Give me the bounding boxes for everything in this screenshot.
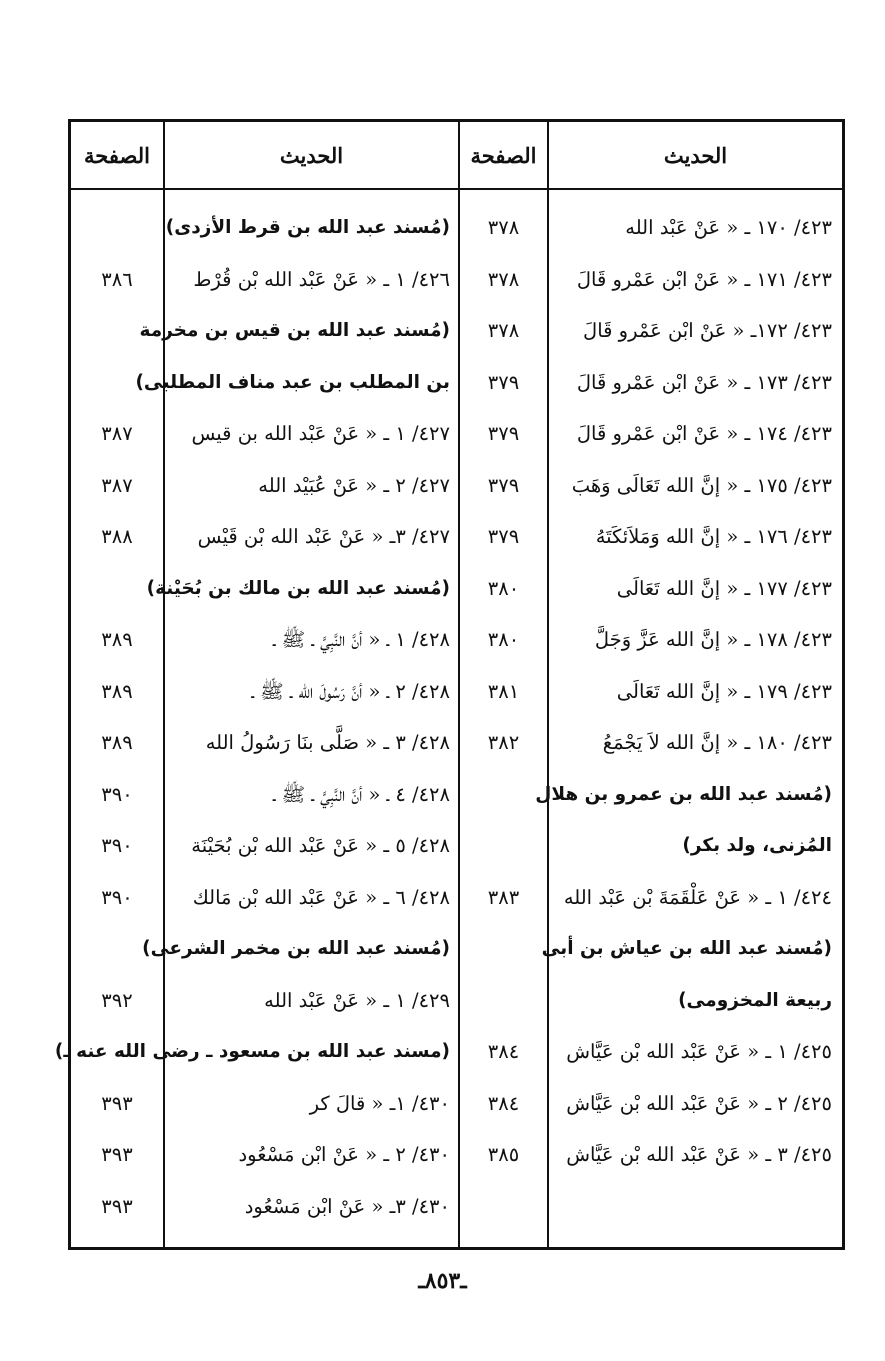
page-ref: ٣٩٠ xyxy=(101,782,133,806)
hadith-entry: ٤٢٣/ ١٧٧ ـ « إنَّ الله تَعَالَى xyxy=(616,576,832,600)
musnad-heading: (مُسند عبد الله بن مالك بن بُحَيْنة) xyxy=(146,577,450,599)
page-number: ـ٨٥٣ـ xyxy=(418,1268,467,1294)
hadith-entry: ٤٢٣/ ١٧٨ ـ « إنَّ الله عَزَّ وَجَلَّ xyxy=(594,628,832,651)
hadith-entry: ٤٢٤/ ١ ـ « عَنْ عَلْقَمَةَ بْن عَبْد الله xyxy=(563,885,832,909)
musnad-heading: (مُسند عبد الله بن قيس بن مخرمة xyxy=(139,320,450,341)
page-ref xyxy=(71,923,163,975)
hadith-entry: ٤٢٧/ ٢ ـ « عَنْ عُبَيْد الله xyxy=(258,473,450,497)
page-ref: ٣٩٠ xyxy=(101,885,133,909)
page-ref: ٣٨٧ xyxy=(101,422,133,445)
hadith-entry: ٤٣٠/ ١ـ « قالَ كر xyxy=(309,1091,450,1115)
musnad-heading: (مُسند عبد الله بن عمرو بن هلال xyxy=(535,783,832,805)
hadith-entry: ٤٢٣/ ١٧٦ ـ « إنَّ الله وَمَلاَئكَتَهُ xyxy=(595,525,832,548)
hadith-entry: ٤٢٧/ ٣ـ « عَنْ عَبْد الله بْن قَيْس xyxy=(197,525,450,548)
musnad-heading: المُزنى، ولد بكر) xyxy=(682,835,832,856)
page-ref: ٣٩٣ xyxy=(101,1194,133,1218)
hadith-entry: ٤٢٣/ ١٨٠ ـ « إنَّ الله لاَ يَجْمَعُ xyxy=(602,731,832,754)
page-ref xyxy=(71,357,163,409)
page-ref xyxy=(460,923,547,975)
hadith-entry: ٤٢٥/ ٢ ـ « عَنْ عَبْد الله بْن عَيَّاش xyxy=(566,1091,832,1115)
right-page-column xyxy=(460,202,547,1181)
page-ref: ٣٧٨ xyxy=(487,319,520,342)
page-ref: ٣٨٦ xyxy=(101,267,133,291)
page-ref: ٣٧٩ xyxy=(487,473,520,497)
page-ref: ٣٨٢ xyxy=(487,731,520,754)
hadith-entry: ٤٢٣/ ١٧٠ ـ « عَنْ عَبْد الله xyxy=(625,216,832,239)
header-hadith-left: الحديث xyxy=(279,143,344,168)
right-hadith-column xyxy=(535,202,832,1181)
hadith-entry: ٤٢٧/ ١ ـ « عَنْ عَبْد الله بن قيس xyxy=(191,422,450,445)
page-ref: ٣٧٩ xyxy=(487,422,520,445)
musnad-heading: (مُسند عبد الله بن عياش بن أبى xyxy=(541,938,832,959)
hadith-entry: ٤٢٣/ ١٧٩ ـ « إنَّ الله تَعَالَى xyxy=(616,679,832,703)
page-ref: ٣٧٩ xyxy=(487,525,520,548)
header-hadith-right: الحديث xyxy=(663,143,728,168)
page-ref: ٣٩٢ xyxy=(101,988,133,1012)
hadith-entry: ٤٢٨/ ١ ـ « أنَّ النَّبِيَّ ـ ﷺ ـ xyxy=(273,628,450,651)
page-ref: ٣٨٠ xyxy=(487,628,520,651)
hadith-entry: ٤٢٣/ ١٧٥ ـ « إنَّ الله تَعَالَى وَهَبَ xyxy=(571,473,832,497)
page-ref xyxy=(460,769,547,821)
hadith-entry: ٤٢٨/ ٣ ـ « صَلَّى بنَا رَسُولُ الله xyxy=(205,731,450,754)
hadith-entry: ٤٢٥/ ٣ ـ « عَنْ عَبْد الله بْن عَيَّاش xyxy=(566,1143,832,1166)
page-ref: ٣٨٧ xyxy=(101,473,133,497)
hadith-entry: ٤٣٠/ ٢ ـ « عَنْ ابْن مَسْعُود xyxy=(238,1143,450,1166)
musnad-heading: ربيعة المخزومى) xyxy=(678,989,832,1011)
hadith-entry: ٤٢٩/ ١ ـ « عَنْ عَبْد الله xyxy=(264,988,450,1012)
page-ref: ٣٨٣ xyxy=(487,885,520,909)
page-ref: ٣٨١ xyxy=(487,679,520,703)
page-ref xyxy=(71,563,163,615)
page-ref: ٣٧٨ xyxy=(487,216,520,239)
page-ref xyxy=(71,202,163,254)
musnad-heading: (مُسند عبد الله بن مخمر الشرعى) xyxy=(142,938,450,959)
hadith-entry: ٤٢٥/ ١ ـ « عَنْ عَبْد الله بْن عَيَّاش xyxy=(566,1040,832,1063)
page-ref: ٣٧٨ xyxy=(487,267,520,291)
page-ref: ٣٩٣ xyxy=(101,1091,133,1115)
index-table xyxy=(54,119,845,1250)
page-ref: ٣٨٩ xyxy=(101,628,133,651)
page-ref xyxy=(71,305,163,357)
page-ref xyxy=(460,975,547,1027)
musnad-heading: (مسند عبد الله بن مسعود ـ رضى الله عنه ـ) xyxy=(54,1041,450,1062)
header-divider xyxy=(71,188,842,190)
musnad-heading: بن المطلب بن عبد مناف المطلبى) xyxy=(135,371,450,393)
hadith-entry: ٤٢٦/ ١ ـ « عَنْ عَبْد الله بْن قُرْط xyxy=(193,267,450,291)
hadith-entry: ٤٢٣/ ١٧٣ ـ « عَنْ ابْن عَمْرو قَالَ xyxy=(576,370,832,394)
hadith-entry: ٤٢٨/ ٢ ـ « أنَّ رَسُولَ الله ـ ﷺ ـ xyxy=(251,679,450,703)
page-ref: ٣٨٨ xyxy=(101,525,133,548)
page-ref: ٣٨٩ xyxy=(101,731,133,754)
page-ref: ٣٩٣ xyxy=(101,1143,133,1166)
hadith-entry: ٤٢٣/ ١٧٢ـ « عَنْ ابْن عَمْرو قَالَ xyxy=(583,319,832,342)
page-ref: ٣٩٠ xyxy=(101,834,133,857)
page-ref: ٣٨٤ xyxy=(487,1040,520,1063)
hadith-entry: ٤٢٣/ ١٧١ ـ « عَنْ ابْن عَمْرو قَالَ xyxy=(576,267,832,291)
header-page-right: الصفحة xyxy=(470,143,537,168)
page-ref: ٣٨٠ xyxy=(487,576,520,600)
page-ref: ٣٧٩ xyxy=(487,370,520,394)
hadith-entry: ٤٢٨/ ٦ ـ « عَنْ عَبْد الله بْن مَالك xyxy=(192,885,450,909)
hadith-entry: ٤٢٨/ ٤ ـ « أنَّ النَّبِيَّ ـ ﷺ ـ xyxy=(273,782,450,806)
musnad-heading: (مُسند عبد الله بن قرط الأزدى) xyxy=(165,217,450,238)
page-ref: ٣٨٩ xyxy=(101,679,133,703)
page-ref xyxy=(71,1026,163,1078)
hadith-entry: ٤٢٣/ ١٧٤ ـ « عَنْ ابْن عَمْرو قَالَ xyxy=(576,422,832,445)
hadith-entry: ٤٣٠/ ٣ـ « عَنْ ابْن مَسْعُود xyxy=(244,1194,450,1218)
hadith-entry: ٤٢٨/ ٥ ـ « عَنْ عَبْد الله بْن بُحَيْنَة xyxy=(191,834,450,857)
page-ref: ٣٨٤ xyxy=(487,1091,520,1115)
page-ref: ٣٨٥ xyxy=(487,1143,520,1166)
header-page-left: الصفحة xyxy=(84,143,150,168)
page-ref xyxy=(460,820,547,872)
left-page-column xyxy=(71,202,163,1232)
